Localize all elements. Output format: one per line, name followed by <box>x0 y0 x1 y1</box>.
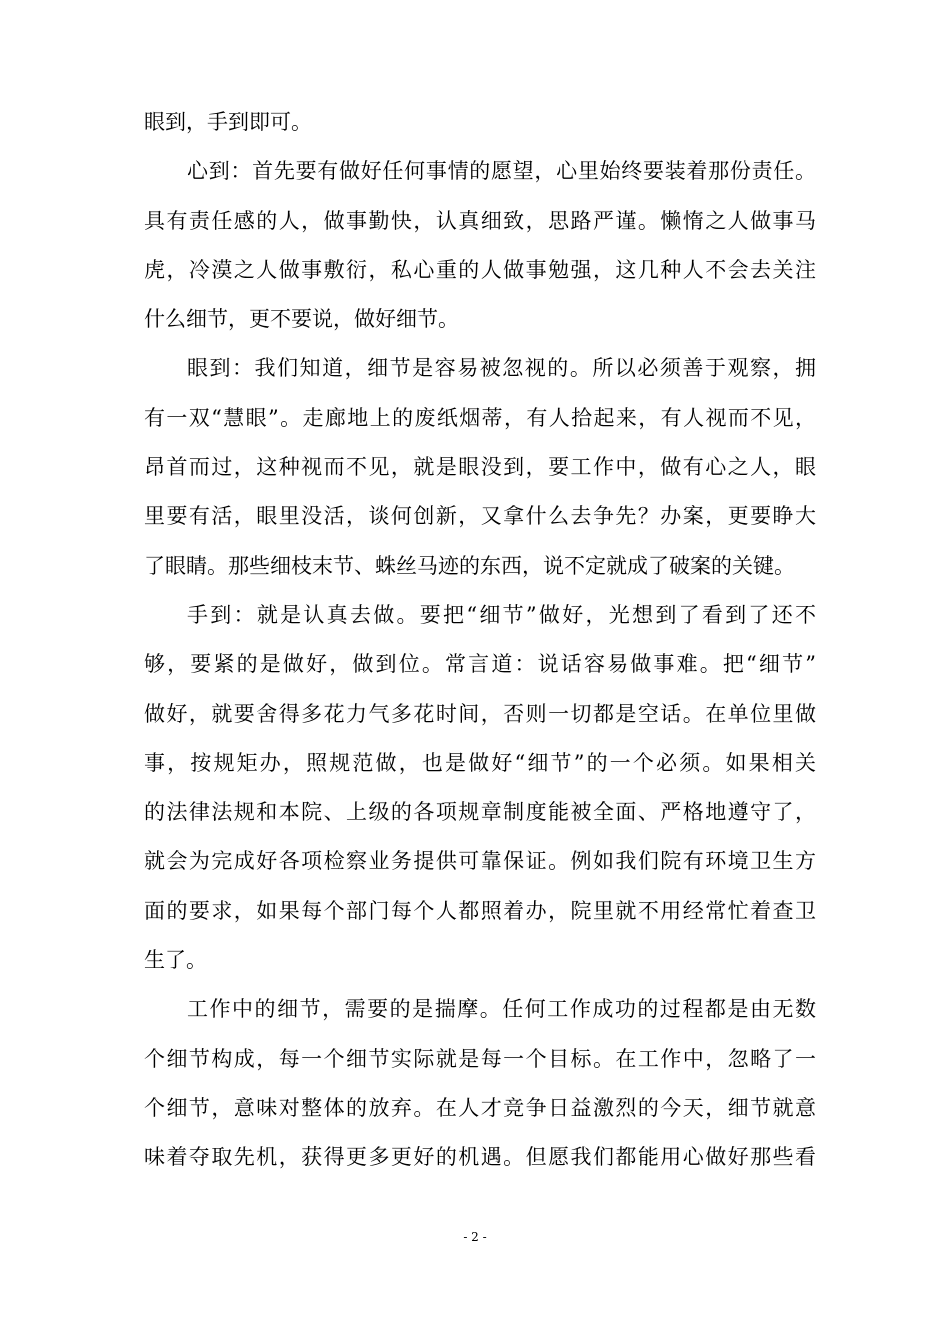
body-text <box>144 98 816 1183</box>
text-line: 眼到：我们知道，细节是容易被忽视的。所以必须善于观察，拥 <box>187 356 816 381</box>
text-line: 就会为完成好各项检察业务提供可靠保证。例如我们院有环境卫生方 <box>144 849 816 874</box>
text-line: 眼到，手到即可。 <box>144 110 312 134</box>
text-line: 做好，就要舍得多花力气多花时间，否则一切都是空话。在单位里做 <box>144 701 816 726</box>
text-line: 的法律法规和本院、上级的各项规章制度能被全面、严格地遵守了， <box>144 800 816 825</box>
text-line: 昂首而过，这种视而不见，就是眼没到，要工作中，做有心之人，眼 <box>144 455 816 480</box>
text-line: 面的要求，如果每个部门每个人都照着办，院里就不用经常忙着查卫 <box>144 898 816 923</box>
text-line: 虎，冷漠之人做事敷衍，私心重的人做事勉强，这几种人不会去关注 <box>144 257 816 282</box>
text-line: 生了。 <box>144 948 207 973</box>
text-line: 什么细节，更不要说，做好细节。 <box>144 307 459 332</box>
text-line: 心到：首先要有做好任何事情的愿望，心里始终要装着那份责任。 <box>187 159 816 184</box>
text-line: 个细节构成，每一个细节实际就是每一个目标。在工作中，忽略了一 <box>144 1046 816 1071</box>
text-line: 具有责任感的人，做事勤快，认真细致，思路严谨。懒惰之人做事马 <box>144 208 816 233</box>
text-line: 手到：就是认真去做。要把“细节”做好，光想到了看到了还不 <box>187 602 816 627</box>
text-line: 味着夺取先机，获得更多更好的机遇。但愿我们都能用心做好那些看 <box>144 1145 816 1170</box>
text-line: 里要有活，眼里没活，谈何创新，又拿什么去争先？办案，更要睁大 <box>144 504 816 529</box>
text-line: 个细节，意味对整体的放弃。在人才竞争日益激烈的今天，细节就意 <box>144 1095 816 1120</box>
text-line: 有一双“慧眼”。走廊地上的废纸烟蒂，有人拾起来，有人视而不见， <box>144 405 816 430</box>
text-line: 工作中的细节，需要的是揣摩。任何工作成功的过程都是由无数 <box>187 997 816 1022</box>
text-line: 事，按规矩办，照规范做，也是做好“细节”的一个必须。如果相关 <box>144 750 816 775</box>
text-line: 够，要紧的是做好，做到位。常言道：说话容易做事难。把“细节” <box>144 652 816 677</box>
text-line: 了眼睛。那些细枝末节、蛛丝马迹的东西，说不定就成了破案的关键。 <box>144 553 795 578</box>
page-number: - 2 - <box>463 1230 487 1244</box>
